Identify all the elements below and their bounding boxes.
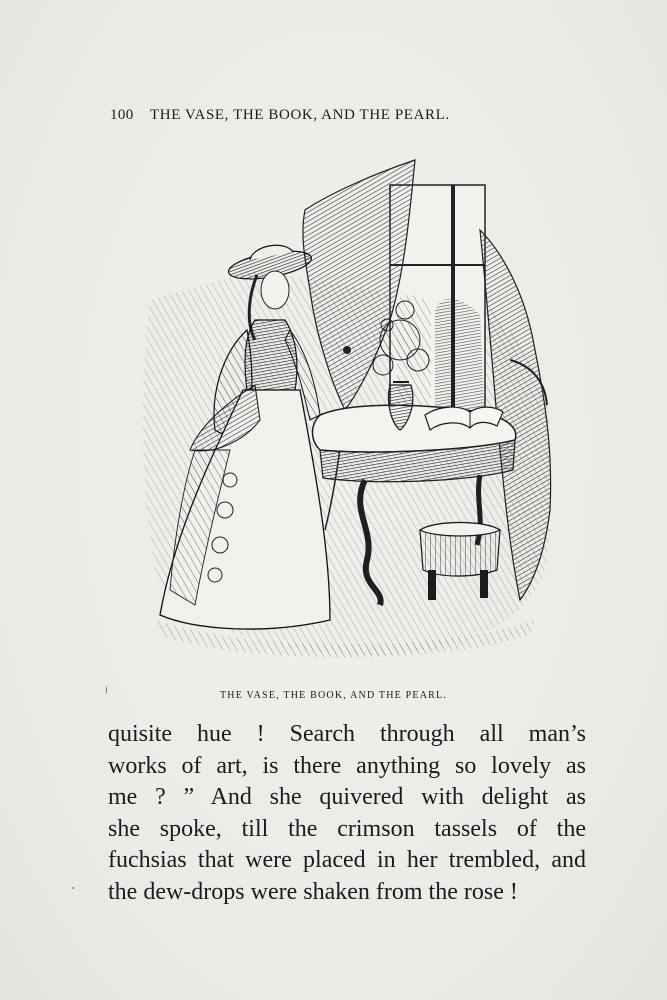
- text-line: fuchsias that were placed in her trembled, and: [108, 847, 586, 873]
- figure-caption: THE VASE, THE BOOK, AND THE PEARL.: [219, 690, 448, 701]
- running-header: [110, 107, 550, 124]
- engraving-illustration: [135, 150, 560, 680]
- page-number: 100: [110, 107, 134, 123]
- running-title: THE VASE, THE BOOK, AND THE PEARL.: [150, 107, 450, 123]
- text-line: quisite hue ! Search through all man’s: [108, 721, 586, 747]
- body-paragraph: [108, 719, 586, 908]
- text-line: the dew-drops were shaken from the rose !: [108, 878, 518, 905]
- page-speck: [106, 686, 107, 694]
- text-line: works of art, is there anything so lovely as: [108, 752, 586, 779]
- curtain-tassel: [343, 346, 351, 354]
- page-speck: [72, 887, 74, 889]
- engraving-drawing: [135, 150, 560, 680]
- text-line: me ? ” And she quivered with delight as: [108, 784, 586, 810]
- text-line: she spoke, till the crimson tassels of the: [108, 815, 586, 842]
